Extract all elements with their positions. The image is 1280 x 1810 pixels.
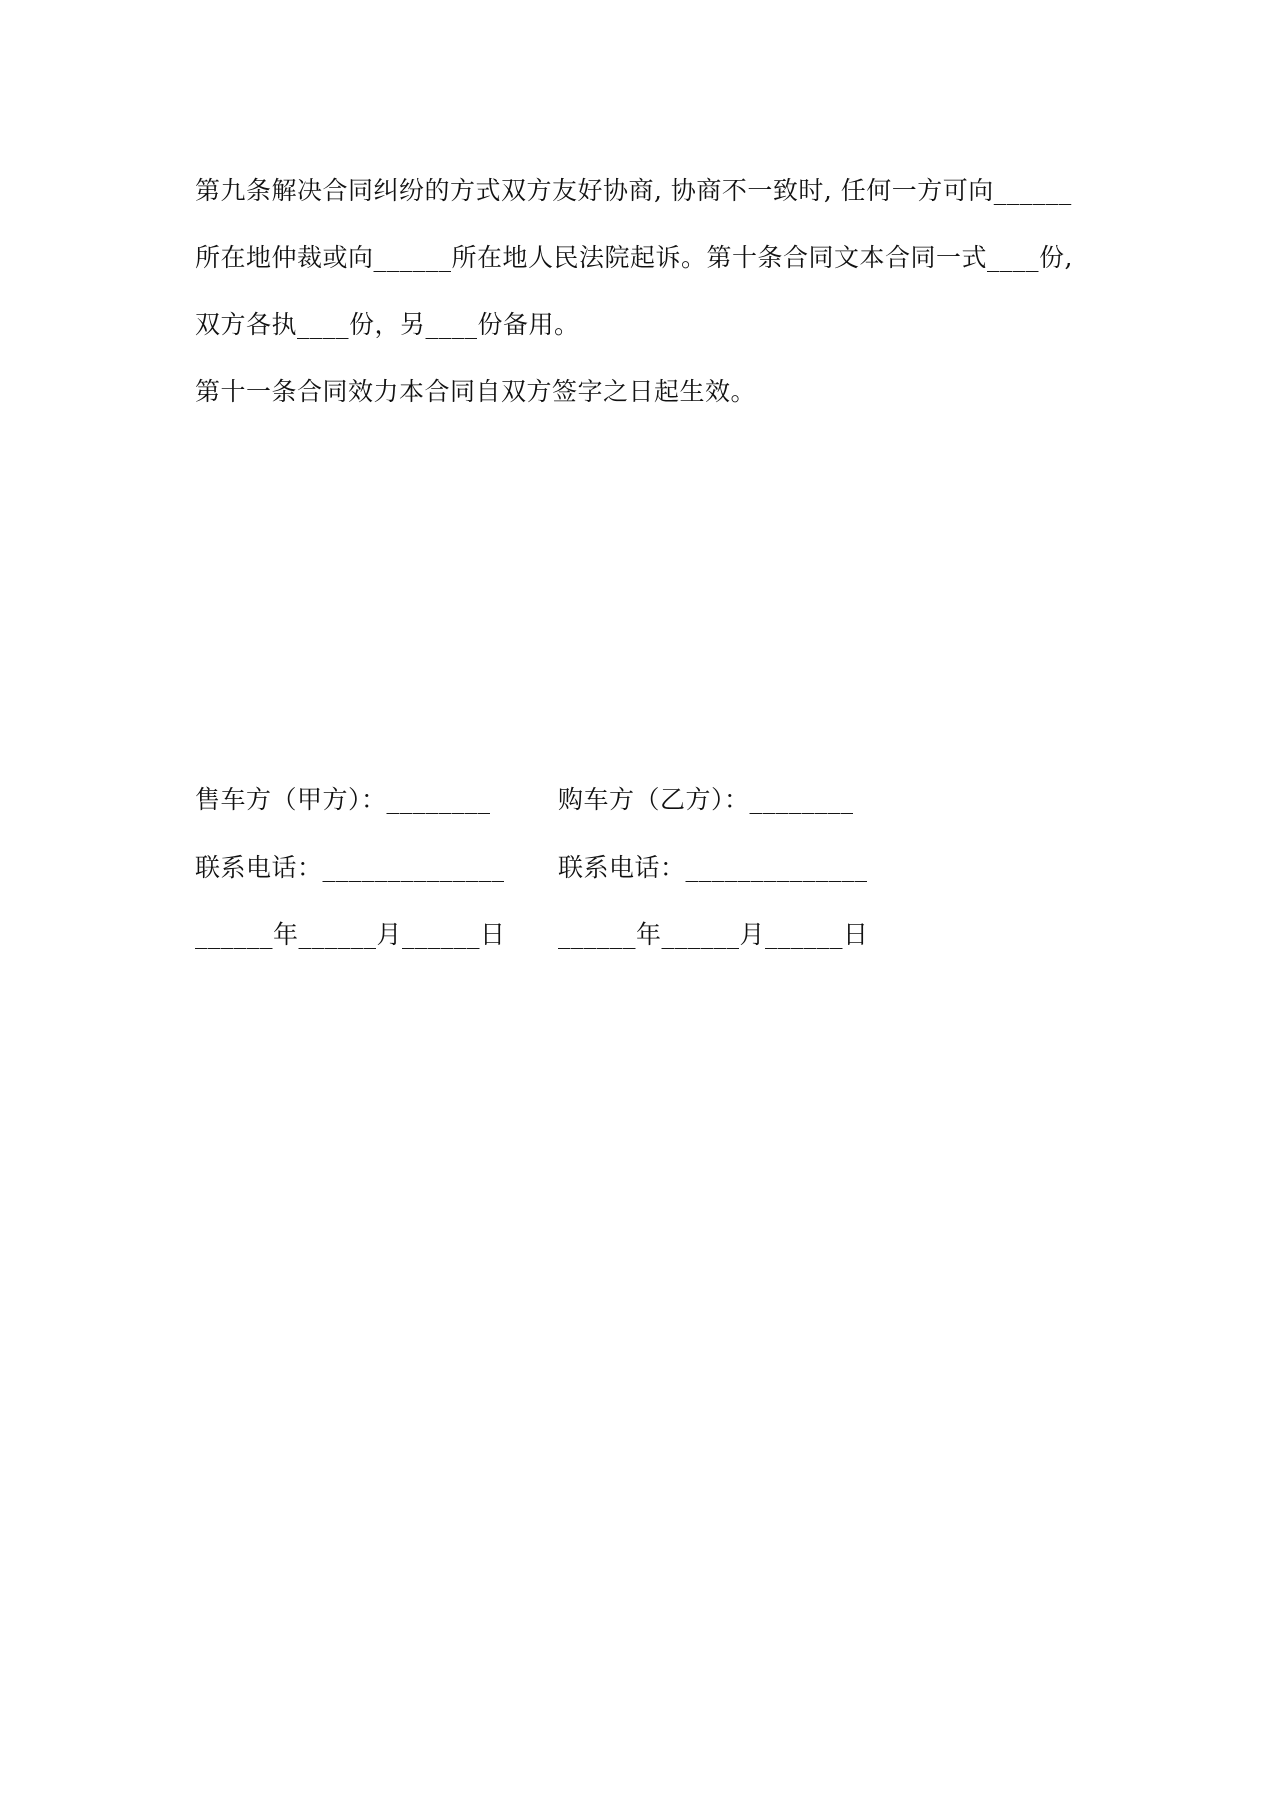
paragraph-copies: 双方各执____份，另____份备用。: [195, 310, 580, 339]
buyer-date-field: ______年______月______日: [558, 920, 869, 949]
seller-phone-field: 联系电话：______________: [195, 853, 505, 882]
paragraph-article-9: 第九条解决合同纠纷的方式双方友好协商, 协商不一致时, 任何一方可向______: [195, 176, 1072, 205]
seller-signature-field: 售车方（甲方）：________: [195, 785, 491, 814]
paragraph-article-11: 第十一条合同效力本合同自双方签字之日起生效。: [195, 377, 757, 406]
buyer-signature-field: 购车方（乙方）：________: [558, 785, 854, 814]
paragraph-article-9-10: 所在地仲裁或向______所在地人民法院起诉。第十条合同文本合同一式____份,: [195, 243, 1073, 272]
buyer-phone-field: 联系电话：______________: [558, 853, 868, 882]
seller-date-field: ______年______月______日: [195, 920, 506, 949]
